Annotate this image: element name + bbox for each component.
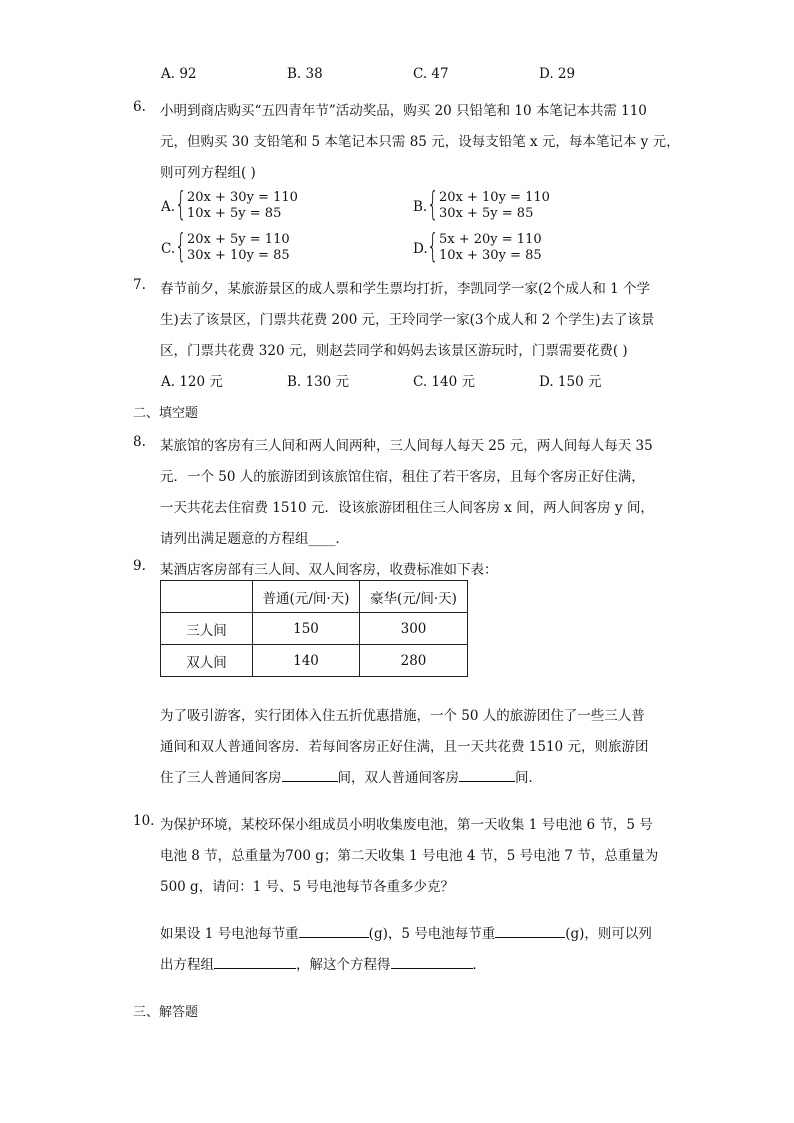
section-heading-fill-in: 二、填空题 <box>133 406 199 421</box>
equation-1: 5x + 20y = 110 <box>439 232 542 247</box>
answer-blank[interactable] <box>282 767 338 782</box>
text-line: 则可列方程组( ) <box>160 165 256 181</box>
section-heading-solve: 三、解答题 <box>133 1005 199 1020</box>
equation-1: 20x + 30y = 110 <box>187 190 298 205</box>
text-fragment: (g)，5 号电池每节重 <box>368 926 496 942</box>
q5-option-d[interactable]: D. 29 <box>539 66 576 82</box>
text-fragment: ． <box>472 957 486 973</box>
text-line: 某旅馆的客房有三人间和两人间两种，三人间每人每天 25 元，两人间每人每天 35 <box>160 438 653 454</box>
table-cell: 三人间 <box>161 613 253 645</box>
table-row <box>161 645 468 677</box>
text-line: 一天共花去住宿费 1510 元．设该旅游团租住三人间客房 x 间，两人间客房 y 间， <box>160 500 654 516</box>
q5-option-a[interactable]: A. 92 <box>161 66 197 82</box>
answer-blank[interactable] <box>391 954 473 969</box>
fee-table <box>160 580 468 677</box>
text-line: 电池 8 节，总重量为700 g；第二天收集 1 号电池 4 节，5 号电池 7 节，总重量为 <box>160 848 659 864</box>
equation-2: 10x + 30y = 85 <box>439 248 542 263</box>
brace-icon: { <box>175 226 187 265</box>
option-label: A. <box>161 199 176 215</box>
text-line: 区，门票共花费 320 元，则赵芸同学和妈妈去该景区游玩时，门票需要花费( ) <box>160 343 628 359</box>
text-fragment: 如果设 1 号电池每节重 <box>160 926 299 942</box>
brace-icon: { <box>427 184 439 223</box>
text-line: 春节前夕，某旅游景区的成人票和学生票均打折，李凯同学一家(2个成人和 1 个学 <box>160 281 651 297</box>
text-line <box>160 953 486 973</box>
text-fragment: ，解这个方程得 <box>296 957 391 973</box>
q7-option-a[interactable]: A. 120 元 <box>161 374 223 390</box>
q7-option-d[interactable]: D. 150 元 <box>539 374 602 390</box>
option-label: C. <box>161 241 176 257</box>
table-cell: 280 <box>360 645 468 677</box>
equation-1: 20x + 10y = 110 <box>439 190 550 205</box>
q7-option-b[interactable]: B. 130 元 <box>287 374 350 390</box>
q5-options <box>161 66 721 86</box>
option-label: B. <box>413 199 428 215</box>
question-number: 9. <box>133 558 146 574</box>
option-label: D. <box>413 241 428 257</box>
text-line: 通间和双人普通间客房．若每间客房正好住满，且一天共花费 1510 元，则旅游团 <box>160 739 649 755</box>
text-line: 某酒店客房部有三人间、双人间客房，收费标准如下表： <box>160 562 498 578</box>
q5-option-c[interactable]: C. 47 <box>413 66 449 82</box>
answer-blank[interactable] <box>459 767 515 782</box>
table-row <box>161 613 468 645</box>
answer-blank[interactable] <box>495 923 565 938</box>
text-fragment: 住了三人普通间客房 <box>160 770 282 786</box>
q5-option-b[interactable]: B. 38 <box>287 66 323 82</box>
text-line: 请列出满足题意的方程组____． <box>160 531 349 547</box>
table-header-cell: 普通(元/间·天) <box>253 581 360 613</box>
text-fragment: 间，双人普通间客房 <box>337 770 459 786</box>
table-cell: 双人间 <box>161 645 253 677</box>
brace-icon: { <box>427 226 439 265</box>
answer-blank[interactable] <box>214 954 296 969</box>
table-header-row <box>161 581 468 613</box>
text-line <box>160 922 652 942</box>
text-line: 为保护环境，某校环保小组成员小明收集废电池，第一天收集 1 号电池 6 节，5 号 <box>160 817 653 833</box>
text-line: 生)去了该景区，门票共花费 200 元，王玲同学一家(3个成人和 2 个学生)去了该景 <box>160 312 655 328</box>
question-number: 6. <box>133 99 146 115</box>
table-cell: 300 <box>360 613 468 645</box>
answer-blank[interactable] <box>299 923 369 938</box>
text-fragment: 间． <box>515 770 542 786</box>
table-cell: 140 <box>253 645 360 677</box>
text-line: 小明到商店购买“五四青年节”活动奖品，购买 20 只铅笔和 10 本笔记本共需 110 <box>160 103 647 119</box>
table-header-cell <box>161 581 253 613</box>
text-line: 元．一个 50 人的旅游团到该旅馆住宿，租住了若干客房，且每个客房正好住满， <box>160 469 645 485</box>
text-line: 元，但购买 30 支铅笔和 5 本笔记本只需 85 元，设每支铅笔 x 元，每本笔记本 y 元， <box>160 134 680 150</box>
question-number: 10. <box>133 813 155 829</box>
equation-2: 30x + 5y = 85 <box>439 206 534 221</box>
q7-option-c[interactable]: C. 140 元 <box>413 374 475 390</box>
q7-options <box>161 370 721 390</box>
text-line <box>160 766 542 786</box>
equation-2: 30x + 10y = 85 <box>187 248 290 263</box>
equation-1: 20x + 5y = 110 <box>187 232 290 247</box>
question-number: 8. <box>133 434 146 450</box>
text-line: 为了吸引游客，实行团体入住五折优惠措施，一个 50 人的旅游团住了一些三人普 <box>160 708 645 724</box>
table-cell: 150 <box>253 613 360 645</box>
text-fragment: (g)，则可以列 <box>565 926 652 942</box>
question-number: 7. <box>133 277 146 293</box>
table-header-cell: 豪华(元/间·天) <box>360 581 468 613</box>
text-line: 500 g，请问：1 号、5 号电池每节各重多少克？ <box>160 879 454 895</box>
brace-icon: { <box>175 184 187 223</box>
equation-2: 10x + 5y = 85 <box>187 206 282 221</box>
text-fragment: 出方程组 <box>160 957 214 973</box>
